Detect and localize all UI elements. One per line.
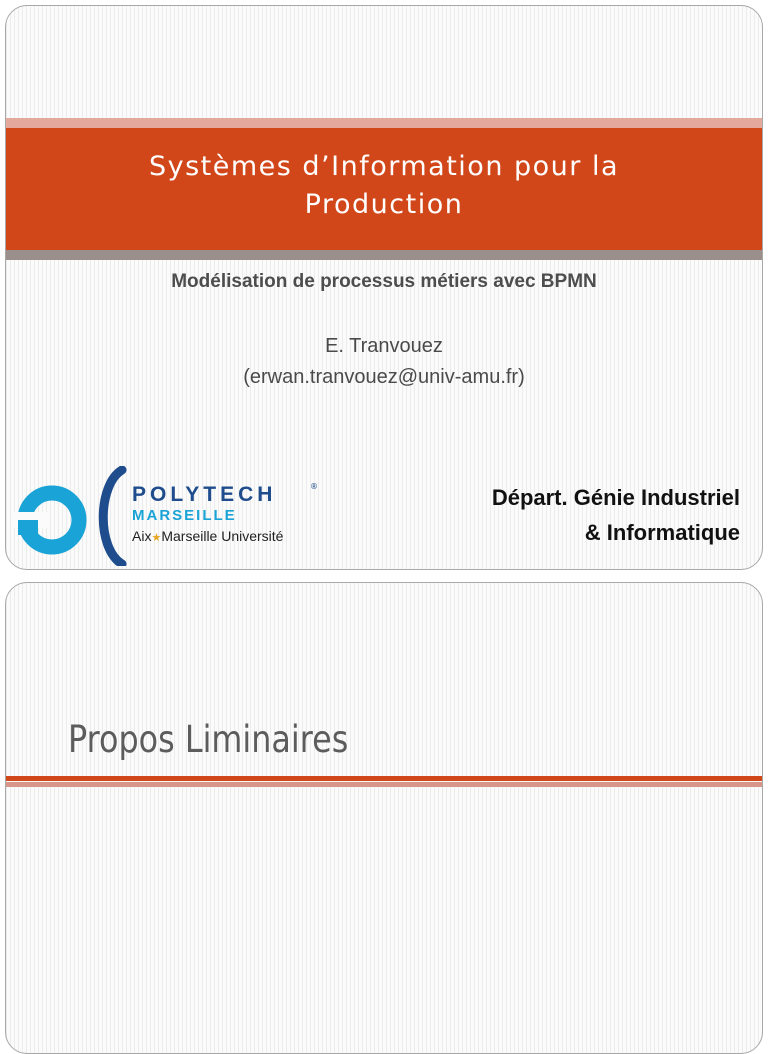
author-email: (erwan.tranvouez@univ-amu.fr) [243, 366, 525, 388]
department [492, 480, 740, 550]
department-line-2: & Informatique [584, 520, 740, 545]
registered-mark: ® [310, 482, 318, 491]
section-slide [5, 582, 763, 1054]
title-slide [5, 5, 763, 570]
section-divider-secondary [6, 782, 762, 787]
star-icon: ★ [151, 532, 162, 544]
logo-university [132, 528, 283, 544]
author-name: E. Tranvouez [325, 335, 443, 357]
slide-title-line-2: Production [304, 189, 464, 220]
department-line-1: Départ. Génie Industriel [491, 485, 740, 510]
slide-title-line-1: Systèmes d’Information pour la [148, 151, 620, 182]
section-title: Propos Liminaires [68, 718, 349, 761]
slide-subtitle: Modélisation de processus métiers avec BPMN [171, 271, 597, 292]
logo-university-part-2: Marseille Université [161, 528, 284, 544]
banner-bottom-strip [6, 250, 762, 260]
slide-title [6, 148, 762, 224]
polytech-symbol-icon [12, 466, 142, 566]
logo-name: POLYTECH [132, 483, 277, 506]
logo-university-part-1: Aix [132, 528, 152, 544]
section-divider-primary [6, 776, 762, 781]
banner-top-strip [6, 118, 762, 128]
polytech-logo [12, 466, 322, 566]
logo-city: MARSEILLE [132, 507, 237, 524]
